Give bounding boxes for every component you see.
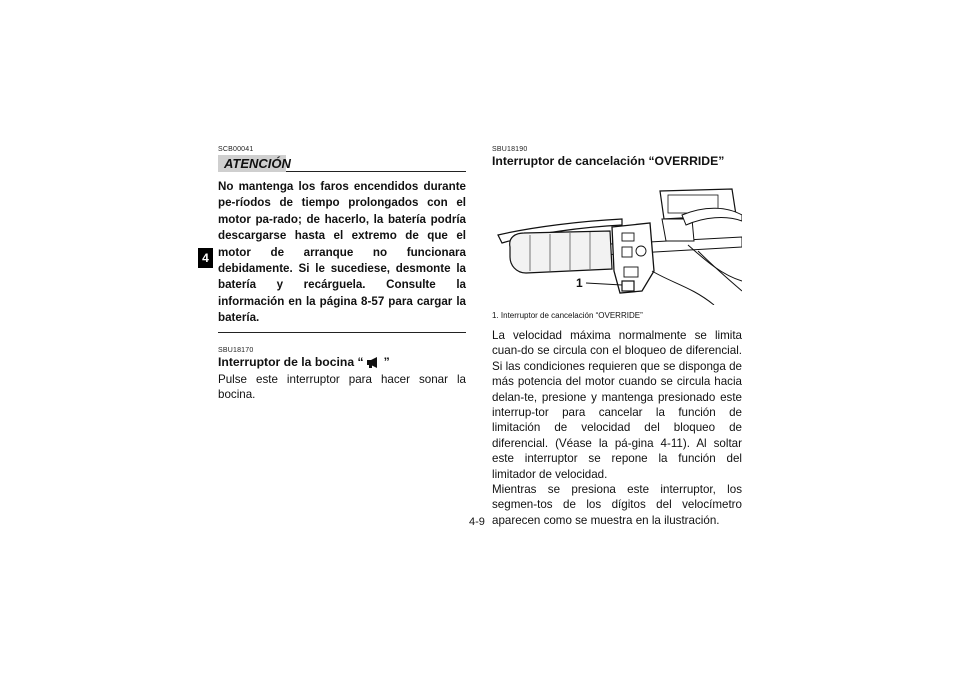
horn-heading-prefix: Interruptor de la bocina “ (218, 354, 364, 369)
handlebar-illustration (492, 175, 742, 305)
caution-bottom-rule (218, 332, 466, 333)
chapter-tab: 4 (198, 248, 213, 268)
page-number: 4-9 (469, 516, 485, 528)
horn-heading-suffix: ” (383, 354, 390, 369)
override-paragraph-1: La velocidad máxima normalmente se limita cuan-do se circula con el bloqueo de diferencial. Si las condiciones requieren que se disponga de más potencia del motor cuando se circula hacia delan-te, presione y mantenga presionado este interrup-tor para cancelar la función de limitación de velocidad del bloqueo de diferencial. (Véase la pá-gina 4-11). Al soltar este interruptor se repone la función del limitador de velocidad. (492, 329, 742, 481)
caution-code: SCB00041 (218, 146, 254, 153)
horn-heading (218, 355, 466, 372)
caution-header-rule (286, 171, 466, 172)
handlebar-figure (492, 175, 742, 305)
caution-label: ATENCIÓN (218, 155, 286, 172)
override-paragraph-2: Mientras se presiona este interruptor, los segmen-tos de los dígitos del velocímetro aparecen como se muestra en la ilustración. (492, 483, 742, 527)
caution-header (218, 155, 466, 175)
caution-text: No mantenga los faros encendidos durante pe-ríodos de tiempo prolongados con el motor pa-rado; de hacerlo, la batería podría descargarse hasta el extremo de que el motor de arranque no funcionara debidamente. Si le sucediese, desmonte la batería y recárguela. Consulte la información en la página 8-57 para cargar la batería. (218, 180, 466, 325)
horn-code: SBU18170 (218, 346, 254, 354)
override-body (492, 328, 742, 528)
horn-text: Pulse este interruptor para hacer sonar la bocina. (218, 372, 466, 402)
figure-caption: 1. Interruptor de cancelación “OVERRIDE” (492, 311, 643, 320)
right-column (492, 146, 742, 528)
horn-icon (366, 357, 382, 372)
left-column (218, 146, 466, 402)
override-code: SBU18190 (492, 146, 528, 153)
override-heading: Interruptor de cancelación “OVERRIDE” (492, 154, 725, 168)
figure-callout: 1 (576, 276, 583, 290)
